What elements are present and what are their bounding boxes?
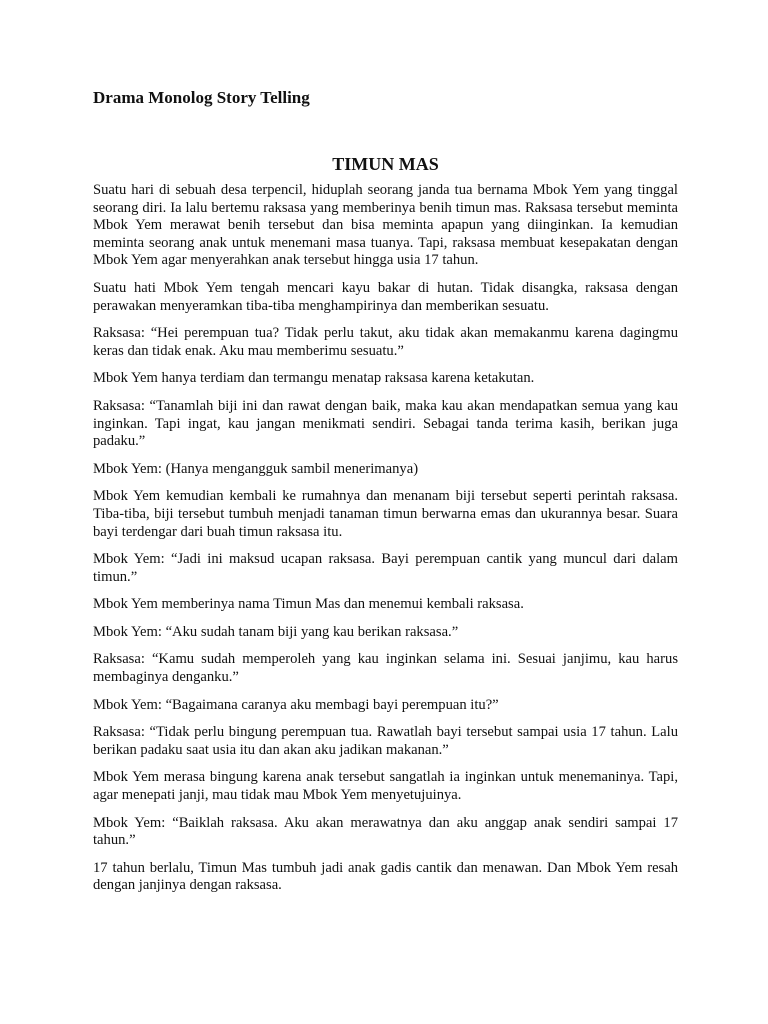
dialogue-mbok-yem: Mbok Yem: “Aku sudah tanam biji yang kau berikan raksasa.” xyxy=(93,623,459,640)
dialogue-mbok-yem: Mbok Yem: “Baiklah raksasa. Aku akan merawatnya dan aku anggap anak sendiri sampai 17 tahun.” xyxy=(93,814,678,849)
dialogue-mbok-yem: Mbok Yem: “Jadi ini maksud ucapan raksasa. Bayi perempuan cantik yang muncul dari dalam timun.” xyxy=(93,551,678,585)
paragraph-narration: Mbok Yem memberinya nama Timun Mas dan menemui kembali raksasa. xyxy=(93,596,524,613)
paragraph-forest: Suatu hati Mbok Yem tengah mencari kayu bakar di hutan. Tidak disangka, raksasa dengan perawakan menyeramkan tiba-tiba menghampirinya dan memberikan sesuatu. xyxy=(93,279,678,314)
paragraph-narration: Mbok Yem hanya terdiam dan termangu menatap raksasa karena ketakutan. xyxy=(93,370,535,387)
story-title: TIMUN MAS xyxy=(332,154,439,174)
dialogue-raksasa: Raksasa: “Hei perempuan tua? Tidak perlu takut, aku tidak akan memakanmu karena dagingmu keras dan tidak enak. Aku mau memberimu sesuatu.” xyxy=(93,325,678,359)
document-heading: Drama Monolog Story Telling xyxy=(93,88,310,107)
dialogue-raksasa: Raksasa: “Tanamlah biji ini dan rawat dengan baik, maka kau akan mendapatkan semua yang kau inginkan. Tapi ingat, kau jangan menikmati sendiri. Sebagai tanda terima kasih, berikan juga padaku.” xyxy=(93,397,678,450)
document-page xyxy=(93,86,678,905)
paragraph-narration: Mbok Yem kemudian kembali ke rumahnya dan menanam biji tersebut seperti perintah raksasa. Tiba-tiba, biji tersebut tumbuh menjadi tanaman timun berwarna emas dan ukurannya besar. Suara bayi terdengar dari buah timun raksasa itu. xyxy=(93,488,678,540)
paragraph-intro: Suatu hari di sebuah desa terpencil, hiduplah seorang janda tua bernama Mbok Yem yang tinggal seorang diri. Ia lalu bertemu raksasa yang memberinya benih timun mas. Raksasa tersebut meminta Mbok Yem merawat benih tersebut dan bisa meminta apapun yang diinginkan. Ia kemudian meminta seorang anak untuk menemani masa tuanya. Tapi, raksasa membuat kesepakatan dengan Mbok Yem agar menyerahkan anak tersebut hingga usia 17 tahun. xyxy=(93,182,678,269)
dialogue-raksasa: Raksasa: “Kamu sudah memperoleh yang kau inginkan selama ini. Sesuai janjimu, kau harus membaginya denganku.” xyxy=(93,651,678,686)
dialogue-mbok-yem: Mbok Yem: (Hanya mengangguk sambil menerimanya) xyxy=(93,460,419,477)
dialogue-raksasa: Raksasa: “Tidak perlu bingung perempuan tua. Rawatlah bayi tersebut sampai usia 17 tahun. Lalu berikan padaku saat usia itu dan akan aku jadikan makanan.” xyxy=(93,724,678,758)
dialogue-mbok-yem: Mbok Yem: “Bagaimana caranya aku membagi bayi perempuan itu?” xyxy=(93,696,499,713)
paragraph-narration: Mbok Yem merasa bingung karena anak tersebut sangatlah ia inginkan untuk menemaninya. Tapi, agar menepati janji, mau tidak mau Mbok Yem menyetujuinya. xyxy=(93,769,678,804)
paragraph-narration: 17 tahun berlalu, Timun Mas tumbuh jadi anak gadis cantik dan menawan. Dan Mbok Yem resah dengan janjinya dengan raksasa. xyxy=(93,859,678,894)
